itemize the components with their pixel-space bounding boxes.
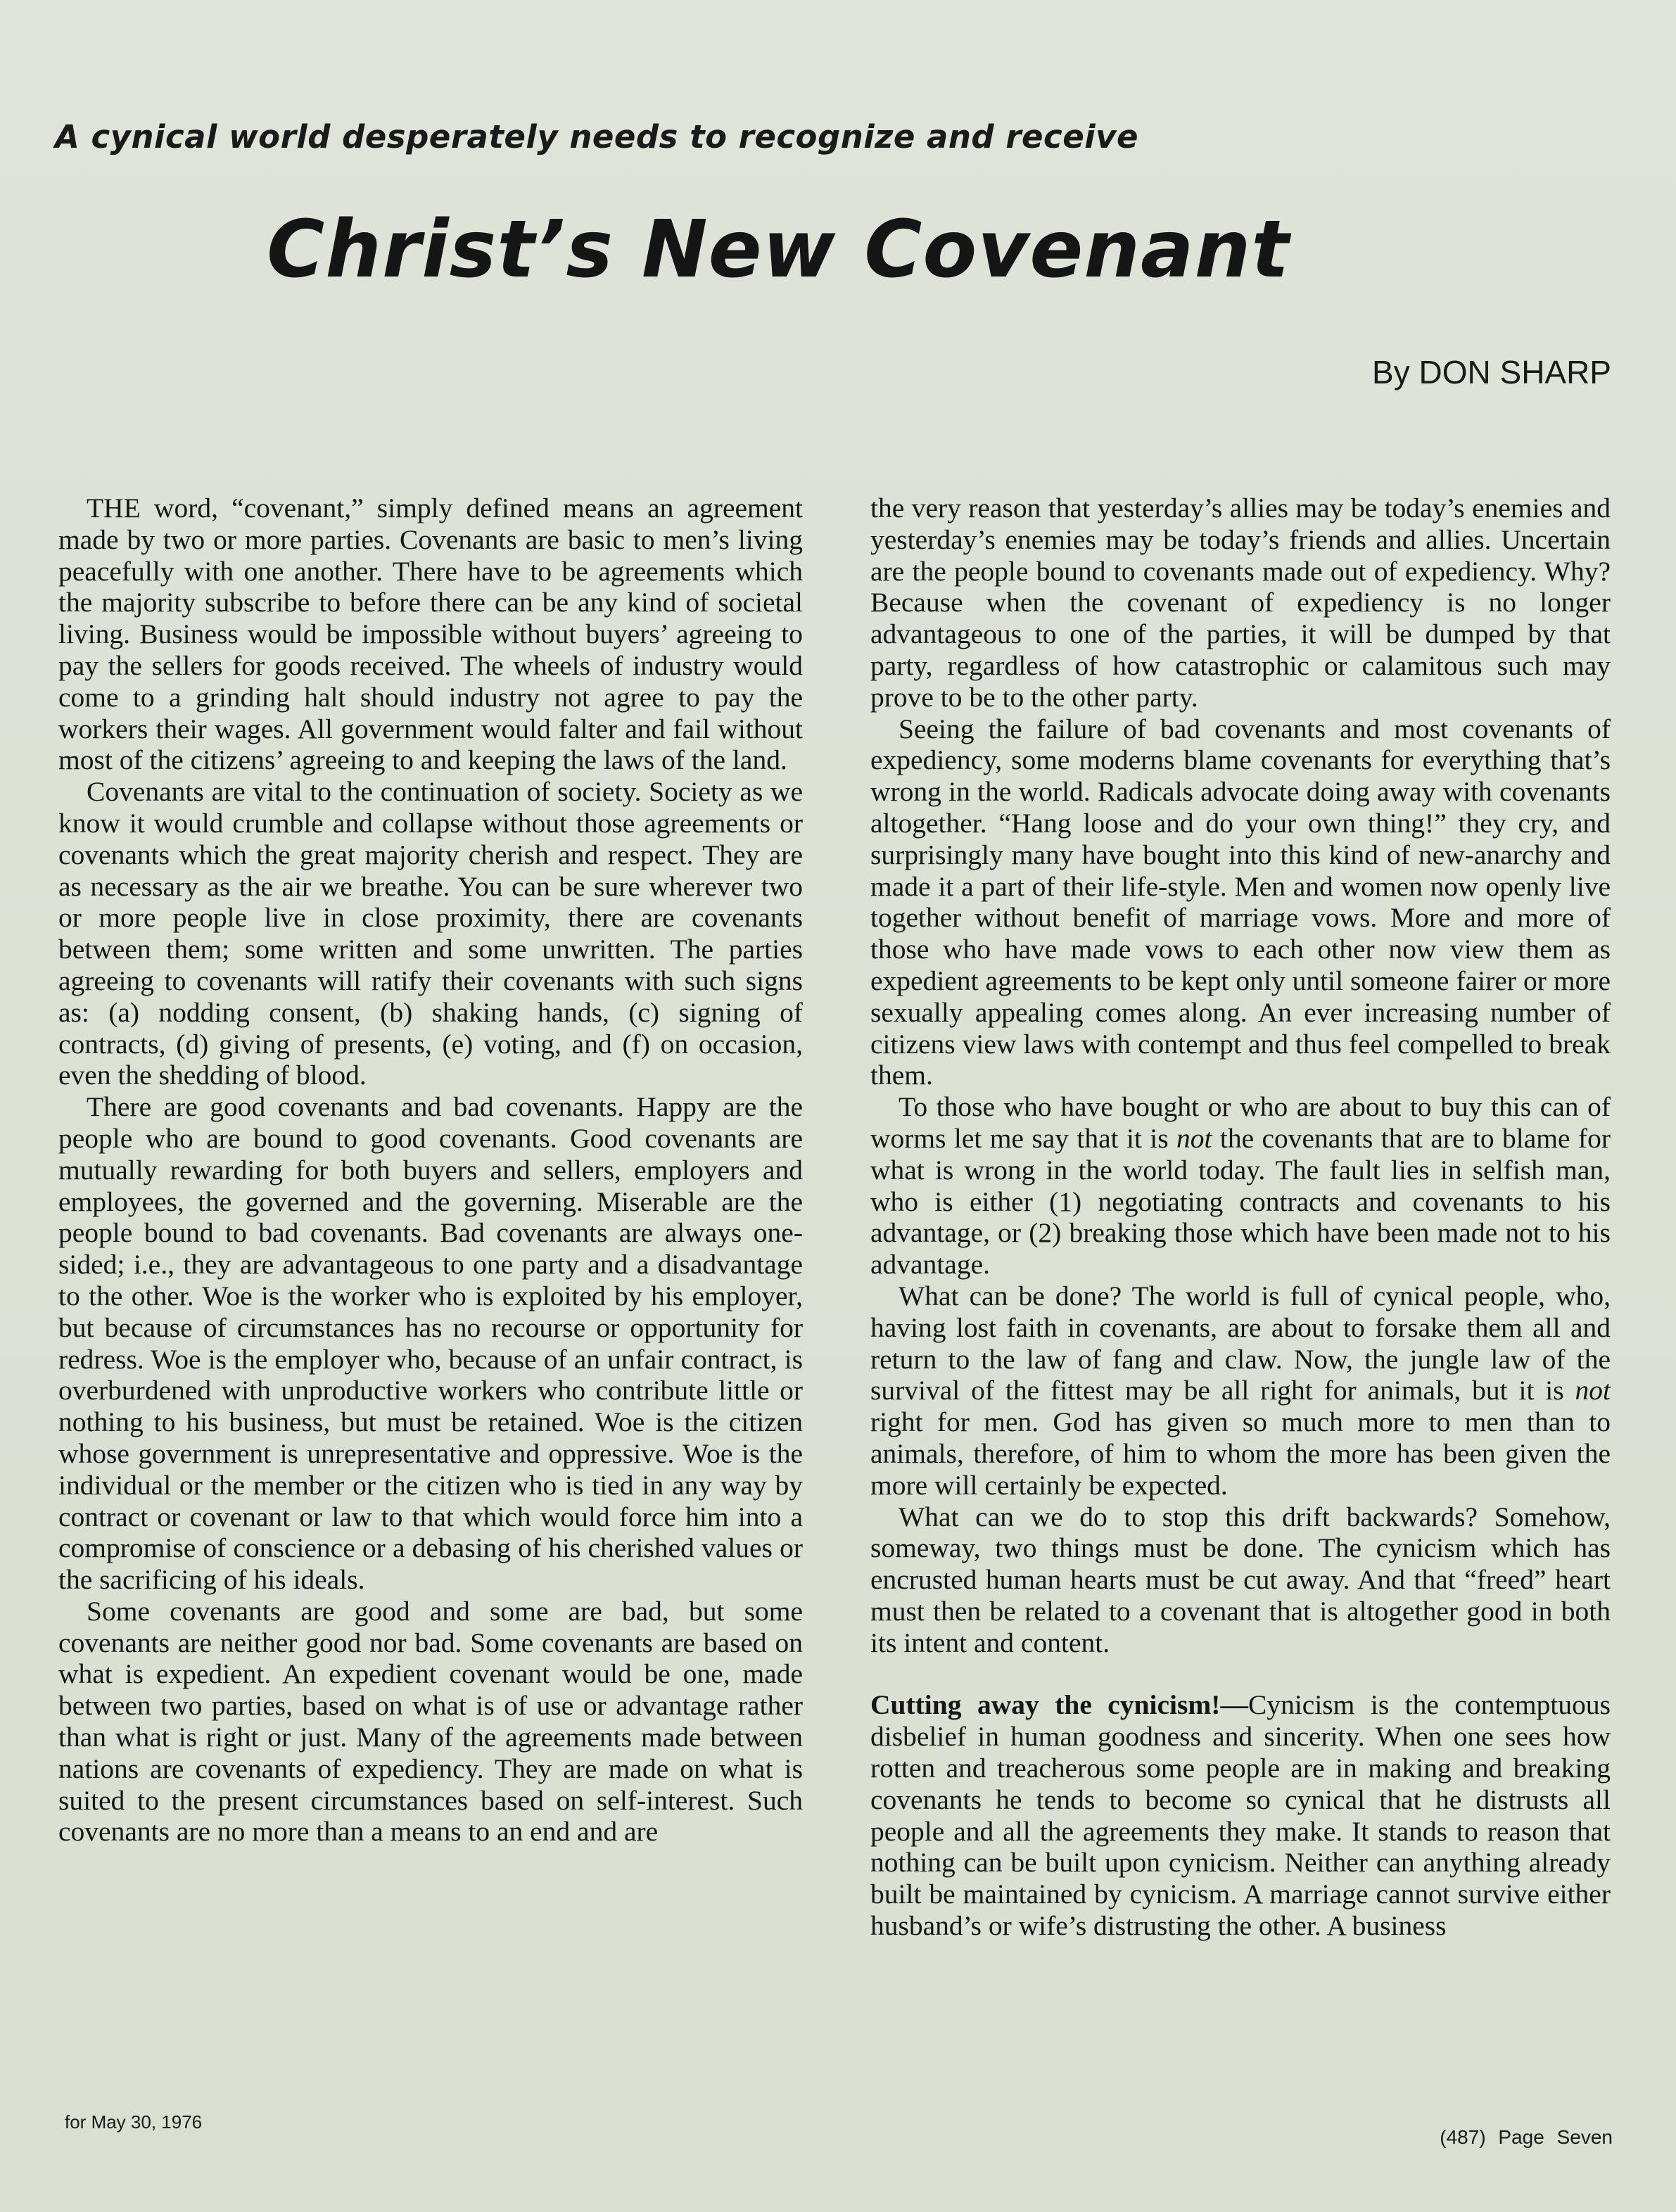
paragraph: Some covenants are good and some are bad, but some covenants are neither good nor bad. Some covenants are based on what is expedient. An expedient covenant would be one, made between two parties, based on what is of use or advantage rather than what is right or just. Many of the agreements made between nations are covenants of expediency. They are made on what is suited to the present circumstances based on self-interest. Such covenants are no more than a means to an end and are xyxy=(58,1595,803,1848)
emphasis-text: not xyxy=(1575,1375,1611,1406)
paragraph: THE word, “covenant,” simply defined means an agreement made by two or more parties. Covenants are basic to men’s living peacefully with one another. There have to be agreements which the majority subscribe to before there can be any kind of societal living. Business would be impossible without buyers’ agreeing to pay the sellers for goods received. The wheels of industry would come to a grinding halt should industry not agree to pay the workers their wages. All government would falter and fail without most of the citizens’ agreeing to and keeping the laws of the land. xyxy=(58,492,803,776)
article-kicker: A cynical world desperately needs to recognize and receive xyxy=(55,118,1138,155)
text-run: right for men. God has given so much more to men than to animals, therefore, of him to whom the more has been given the more will certainly be expected. xyxy=(870,1406,1611,1501)
article-title: Christ’s New Covenant xyxy=(267,204,1290,295)
emphasis-text: not xyxy=(1176,1122,1212,1154)
paragraph: There are good covenants and bad covenants. Happy are the people who are bound to good covenants. Good covenants are mutually rewarding for both buyers and sellers, employers and employees, the governed and the governing. Miserable are the people bound to bad covenants. Bad covenants are always one-sided; i.e., they are advantageous to one party and a disadvantage to the other. Woe is the worker who is exploited by his employer, but because of circumstances has no recourse or opportunity for redress. Woe is the employer who, because of an unfair contract, is overburdened with unproductive workers who contribute little or nothing to his business, but must be retained. Woe is the citizen whose government is unrepresentative and oppressive. Woe is the individual or the member or the citizen who is tied in any way by contract or covenant or law to that which would force him into a compromise of conscience or a debasing of his cherished values or the sacrificing of his ideals. xyxy=(58,1091,803,1596)
paragraph-with-subhead xyxy=(870,1689,1611,1941)
text-run: What can be done? The world is full of cynical people, who, having lost faith in covenants, are about to forsake them all and return to the law of fang and claw. Now, the jungle law of the survival of the fittest may be all right for animals, but it is xyxy=(870,1280,1611,1406)
paragraph: Covenants are vital to the continuation of society. Society as we know it would crumble and collapse without those agreements or covenants which the great majority cherish and respect. They are as necessary as the air we breathe. You can be sure wherever two or more people live in close proximity, there are covenants between them; some written and some unwritten. The parties agreeing to covenants will ratify their covenants with such signs as: (a) nodding consent, (b) shaking hands, (c) signing of contracts, (d) giving of presents, (e) voting, and (f) on occasion, even the shedding of blood. xyxy=(58,776,803,1091)
article-byline: By DON SHARP xyxy=(1372,354,1611,390)
left-text-column xyxy=(58,492,803,2079)
text-run: the covenants that are to blame for what is wrong in the world today. The fault lies in selfish man, who is either (1) negotiating contracts and covenants to his advantage, or (2) breaking those which have been made not to his advantage. xyxy=(870,1122,1611,1280)
right-text-column xyxy=(870,492,1611,2079)
section-subhead: Cutting away the cynicism!— xyxy=(870,1689,1248,1721)
text-run: Cynicism is the contemptuous disbelief in human goodness and sincerity. When one sees how rotten and treacherous some people are in making and breaking covenants he tends to become so cynical that he distrusts all people and all the agreements they make. It stands to reason that nothing can be built upon cynicism. Neither can anything already built be maintained by cynicism. A marriage cannot survive either husband’s or wife’s distrusting the other. A business xyxy=(870,1689,1611,1942)
paragraph xyxy=(870,1091,1611,1280)
page-number: (487) Page Seven xyxy=(1440,2126,1613,2148)
paragraph: What can we do to stop this drift backwards? Somehow, someway, two things must be done. The cynicism which has encrusted human hearts must be cut away. And that “freed” heart must then be related to a covenant that is altogether good in both its intent and content. xyxy=(870,1501,1611,1658)
paragraph xyxy=(870,1280,1611,1501)
issue-date: for May 30, 1976 xyxy=(65,2111,203,2132)
text-run: To those who have bought or who are about to buy this can of worms let me say that it is xyxy=(870,1091,1611,1154)
paragraph: Seeing the failure of bad covenants and most covenants of expediency, some moderns blame covenants for everything that’s wrong in the world. Radicals advocate doing away with covenants altogether. “Hang loose and do your own thing!” they cry, and surprisingly many have bought into this kind of new-anarchy and made it a part of their life-style. Men and women now openly live together without benefit of marriage vows. More and more of those who have made vows to each other now view them as expedient agreements to be kept only until someone fairer or more sexually appealing comes along. An ever increasing number of citizens view laws with contempt and thus feel compelled to break them. xyxy=(870,713,1611,1091)
paragraph-continuation: the very reason that yesterday’s allies may be today’s enemies and yesterday’s enemies may be today’s friends and allies. Uncertain are the people bound to covenants made out of expediency. Why? Because when the covenant of expediency is no longer advantageous to one of the parties, it will be dumped by that party, regardless of how catastrophic or calamitous such may prove to be to the other party. xyxy=(870,492,1611,713)
